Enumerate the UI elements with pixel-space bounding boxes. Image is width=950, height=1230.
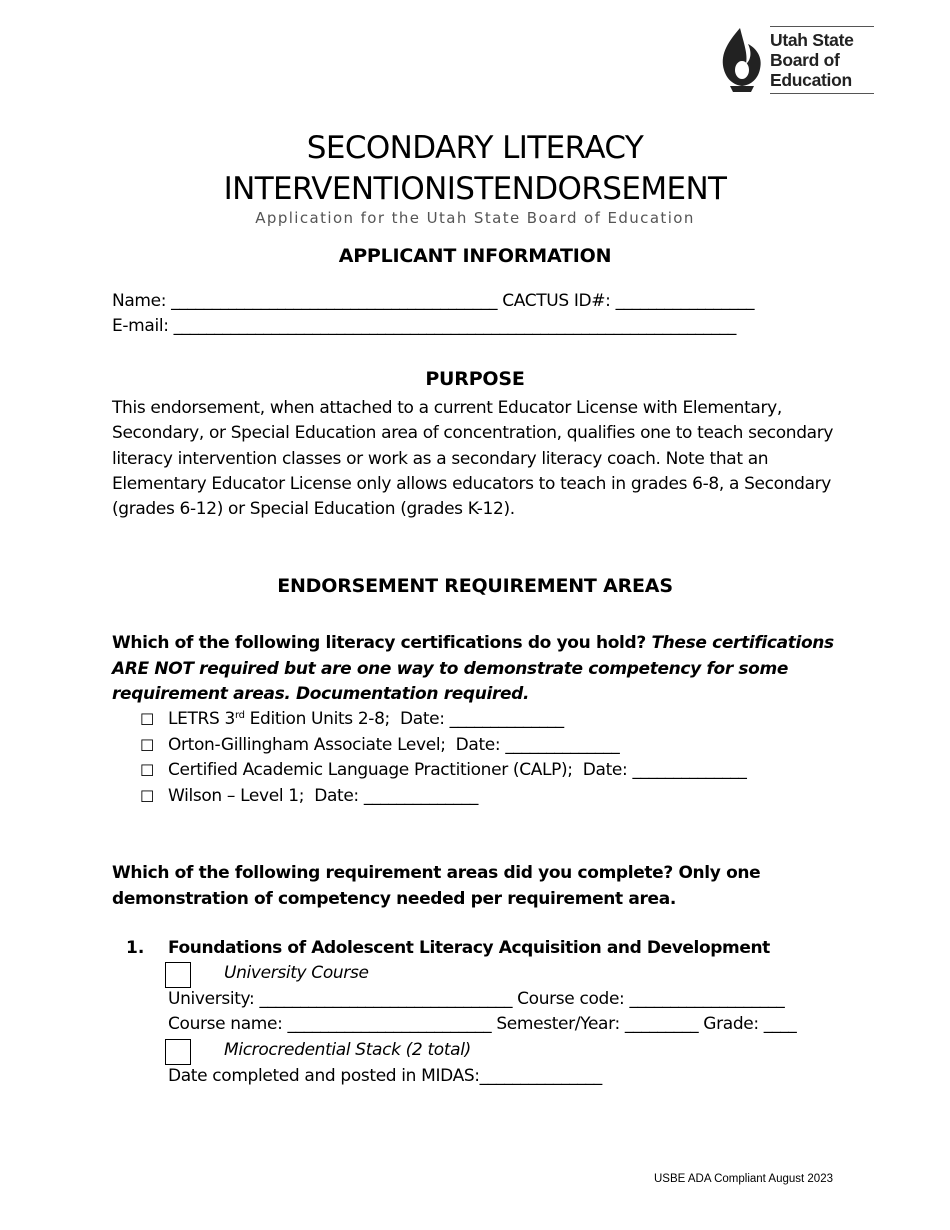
usbe-logo — [718, 26, 878, 96]
checkbox-wilson[interactable]: ☐ — [140, 787, 155, 806]
applicant-information-heading: APPLICANT INFORMATION — [338, 245, 612, 267]
microcredential-label: Microcredential Stack (2 total) — [224, 1040, 471, 1060]
logo-line-1: Utah State — [770, 30, 854, 50]
university-course-checkbox[interactable] — [165, 962, 191, 988]
cert-orton-gillingham: Orton-Gillingham Associate Level; Date: ______________ — [168, 735, 620, 755]
cert-calp: Certified Academic Language Practitioner (CALP); Date: ______________ — [168, 760, 747, 780]
certification-question-note: These certifications ARE NOT required but are one way to demonstrate competency for some requirement areas. Documentation required. — [112, 633, 834, 704]
logo-top-rule — [770, 26, 874, 27]
page-title-line-1: SECONDARY LITERACY — [306, 130, 644, 166]
course-name-semester-grade-line[interactable]: Course name: _________________________ Semester/Year: _________ Grade: ____ — [168, 1014, 797, 1034]
logo-bottom-rule — [770, 93, 874, 94]
certification-question — [112, 631, 842, 708]
university-course-code-line[interactable]: University: _______________________________ Course code: ___________________ — [168, 989, 785, 1009]
page-title-line-2: INTERVENTIONISTENDORSEMENT — [223, 171, 727, 207]
requirement-areas-heading: ENDORSEMENT REQUIREMENT AREAS — [277, 575, 673, 597]
certification-question-text: Which of the following literacy certifications do you hold? — [112, 633, 646, 653]
area-1-title: Foundations of Adolescent Literacy Acquisition and Development — [168, 938, 770, 958]
university-course-label: University Course — [224, 963, 369, 983]
flame-icon — [718, 26, 766, 94]
area-1-number: 1. — [126, 938, 145, 958]
cert-letrs-pre: LETRS 3 — [168, 709, 235, 729]
midas-date-line[interactable]: Date completed and posted in MIDAS:_______________ — [168, 1066, 602, 1086]
footer-compliance-note: USBE ADA Compliant August 2023 — [654, 1173, 833, 1185]
checkbox-letrs[interactable]: ☐ — [140, 710, 155, 729]
email-field-line[interactable]: E-mail: _____________________________________________________________________ — [112, 316, 736, 336]
purpose-heading: PURPOSE — [425, 368, 525, 390]
purpose-text: This endorsement, when attached to a current Educator License with Elementary, Secondary, or Special Education area of concentration, qualifies one to teach secondary literacy intervention classes or work as a secondary literacy coach. Note that an Elementary Educator License only allows educators to teach in grades 6-8, a Secondary (grades 6-12) or Special Education (grades K-12). — [112, 398, 834, 520]
requirement-area-question: Which of the following requirement areas did you complete? Only one demonstration of competency needed per requirement area. — [112, 863, 761, 909]
page-subtitle: Application for the Utah State Board of Education — [255, 209, 695, 227]
cert-letrs — [168, 709, 564, 729]
name-cactus-field-line[interactable]: Name: ________________________________________ CACTUS ID#: _________________ — [112, 291, 755, 311]
microcredential-checkbox[interactable] — [165, 1039, 191, 1065]
logo-line-3: Education — [770, 70, 852, 90]
logo-text — [770, 30, 878, 90]
logo-line-2: Board of — [770, 50, 840, 70]
cert-letrs-post: Edition Units 2-8; Date: ______________ — [244, 709, 564, 729]
checkbox-orton-gillingham[interactable]: ☐ — [140, 736, 155, 755]
cert-wilson: Wilson – Level 1; Date: ______________ — [168, 786, 478, 806]
checkbox-calp[interactable]: ☐ — [140, 761, 155, 780]
cert-letrs-sup: rd — [234, 710, 245, 721]
